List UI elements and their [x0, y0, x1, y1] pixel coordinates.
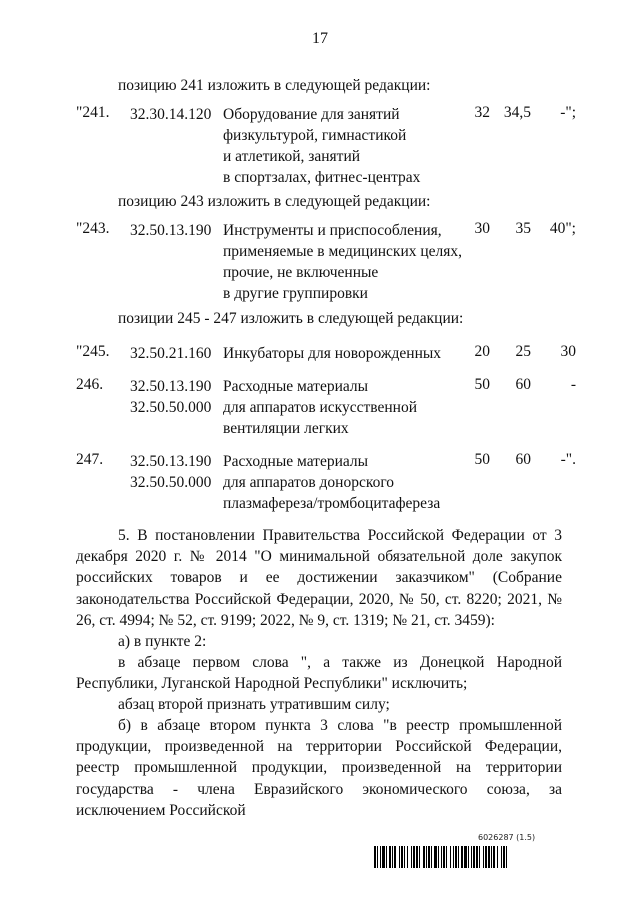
instruction-245-247: позиции 245 - 247 изложить в следующей редакции: [118, 310, 464, 327]
value-col-2: 35 [515, 220, 531, 237]
row-number: 246. [76, 376, 104, 393]
instruction-243: позицию 243 изложить в следующей редакции: [118, 193, 431, 210]
value-col-1: 50 [474, 451, 490, 468]
row-number: "243. [76, 220, 110, 237]
value-col-2: 34,5 [503, 104, 531, 121]
row-description: Расходные материалы для аппаратов искусственной вентиляции легких [223, 378, 418, 437]
barcode-id: 6026287 (1.5) [478, 833, 536, 842]
okpd-codes: 32.50.13.190 32.50.50.000 [130, 378, 212, 416]
okpd-codes: 32.50.13.190 32.50.50.000 [130, 453, 212, 491]
value-col-3: -"; [560, 104, 576, 121]
value-col-3: 40"; [549, 220, 576, 237]
page-number: 17 [312, 30, 328, 47]
row-description: Оборудование для занятий физкультурой, гимнастикой и атлетикой, занятий в спортзалах, фитнес-центрах [223, 106, 421, 186]
value-col-3: 30 [560, 343, 576, 360]
paragraph-5a-2: абзац второй признать утратившим силу; [118, 696, 390, 713]
paragraph-5a-1: в абзаце первом слова ", а также из Донецкой Народной Республики, Луганской Народной Республики" исключить; [76, 654, 562, 693]
value-col-1: 20 [474, 343, 490, 360]
paragraph-5a: а) в пункте 2: [118, 633, 207, 650]
instruction-241: позицию 241 изложить в следующей редакции: [118, 77, 431, 94]
row-description: Инкубаторы для новорожденных [223, 345, 442, 362]
row-number: "241. [76, 104, 110, 121]
value-col-2: 60 [515, 376, 531, 393]
barcode-image [374, 846, 570, 868]
value-col-1: 50 [474, 376, 490, 393]
value-col-2: 25 [515, 343, 531, 360]
row-description: Инструменты и приспособления, применяемые в медицинских целях, прочие, не включенные в другие группировки [223, 222, 463, 302]
okpd-code: 32.30.14.120 [130, 106, 212, 123]
row-number: 247. [76, 451, 104, 468]
paragraph-5: 5. В постановлении Правительства Российской Федерации от 3 декабря 2020 г. № 2014 "О минимальной обязательной доле закупок российских товаров и ее достижении заказчиком" (Собрание законодательства Российской Федерации, 2020, № 50, ст. 8220; 2021, № 26, ст. 4994; № 52, ст. 9199; 2022, № 9, ст. 1319; № 21, ст. 3459): [76, 527, 562, 629]
row-number: "245. [76, 343, 110, 360]
okpd-code: 32.50.21.160 [130, 345, 212, 362]
okpd-code: 32.50.13.190 [130, 222, 212, 239]
paragraph-5b: б) в абзаце втором пункта 3 слова "в реестр промышленной продукции, произведенной на территории Российской Федерации, реестр промышленной продукции, произведенной на территории государства - члена Евразийского экономического союза, за исключением Российской [76, 717, 562, 819]
value-col-1: 30 [474, 220, 490, 237]
value-col-3: - [570, 376, 576, 393]
value-col-2: 60 [515, 451, 531, 468]
value-col-3: -". [560, 451, 576, 468]
value-col-1: 32 [474, 104, 490, 121]
row-description: Расходные материалы для аппаратов донорского плазмафереза/тромбоцитафереза [223, 453, 441, 512]
